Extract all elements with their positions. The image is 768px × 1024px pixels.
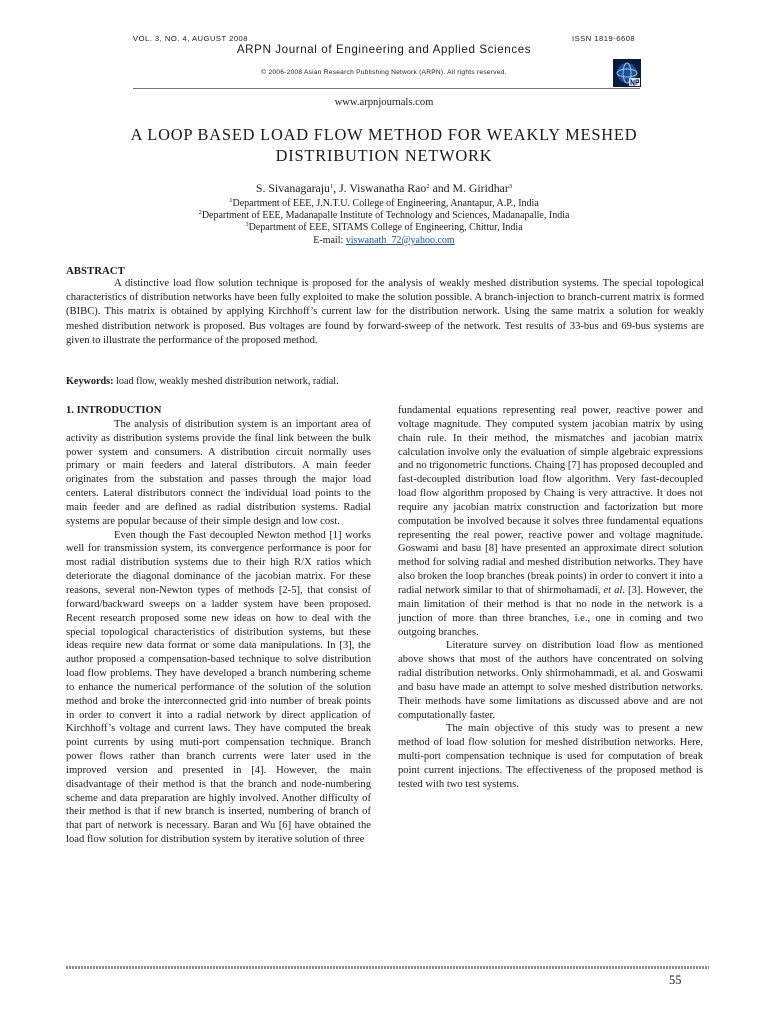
affiliation-sup: 3 (245, 221, 249, 228)
page-number: 55 (669, 973, 682, 987)
title-line: DISTRIBUTION NETWORK (275, 146, 493, 165)
author-sup: 3 (508, 183, 513, 190)
title-line: A LOOP BASED LOAD FLOW METHOD FOR WEAKLY MESHED (130, 125, 638, 144)
author-name: S. Sivanagaraju (255, 181, 330, 195)
email-label: E-mail: (313, 235, 346, 246)
paragraph-text: . [3]. However, the main limitation of their method is that no node in the network is a junction of more than three branches, i.e., one in coming and two outgoing branches. (398, 584, 703, 638)
author-sup: 2 (426, 183, 430, 190)
keywords-line (66, 376, 706, 387)
author-list (0, 181, 768, 196)
section-heading: 1. INTRODUCTION (66, 405, 162, 416)
keywords-label: Keywords: (66, 376, 114, 387)
left-column (66, 404, 371, 847)
copyright-notice: © 2006-2008 Asian Research Publishing Network (ARPN). All rights reserved. (261, 69, 507, 76)
paragraph: Literature survey on distribution load flow as mentioned above shows that most of the authors have concentrated on solving radial distribution networks. Only shirmohammadi, et al. and Goswami and basu have made an attempt to solve meshed distribution networks. Their methods have some limitations as discussed above and are not computationally faster. (398, 640, 703, 721)
volume-info: VOL. 3, NO. 4, AUGUST 2008 (133, 34, 248, 43)
paragraph: Even though the Fast decoupled Newton method [1] works well for transmission system, its convergence performance is poor for most radial distribution systems due to their high R/X ratios which deteriorate the diagonal dominance of the jacobian matrix. For these reasons, several non-Newton types of methods [2-5], that consist of forward/backward sweeps on a ladder system have been proposed. Recent research proposed some new ideas on how to deal with the special topological characteristics of distribution systems, but these ideas require new data format or some data manipulations. In [3], the author proposed a compensation-based technique to solve distribution load flow problems. They have developed a branch numbering scheme to enhance the numerical performance of the solution of the solution method and broke the interconnected grid into number of break points in order to convert it into a radial network by direct application of Kirchhoff’s voltage and current laws. They have computed the break point currents by using muti-port compensation technique. Branch power flows rather than branch currents were later used in the improved version and presented in [4]. However, the main disadvantage of their method is that the branch and node-numbering scheme and data preparation are highly involved. Another difficulty of their method is that if new branch is inserted, numbering of branch of that part of network is necessary. Baran and Wu [6] have obtained the load flow solution for distribution system by iterative solution of three (66, 529, 371, 846)
email-line (0, 235, 768, 247)
affiliation-text: Department of EEE, SITAMS College of Engineering, Chittur, India (248, 222, 523, 233)
author-name: and M. Giridhar (429, 181, 509, 195)
issn: ISSN 1819-6608 (572, 34, 636, 43)
abstract-heading: ABSTRACT (66, 265, 125, 277)
affiliation-sup: 1 (229, 197, 233, 204)
header-divider (133, 88, 640, 89)
paragraph-text: fundamental equations representing real power, reactive power and voltage magnitude. They computed system jacobian matrix by using chain rule. In their method, the mismatches and jacobian matrix calculation involve only the evaluation of simple algebraic expressions and no trigonometric functions. Chaing [7] has proposed decoupled and fast-decoupled distribution load flow algorithm. Very fast-decoupled load flow algorithm proposed by Chaing is very attractive. It does not require any jacobian matrix construction and factorization but more computation be involved because it solves three fundamental equations representing the real power, reactive power and voltage magnitude. Goswami and basu [8] have presented an approximate direct solution method for solving radial and meshed distribution networks. They have also broken the loop branches (break points) in order to convert it into a radial network similar to that of shirmohamadi, (398, 405, 703, 596)
affiliation-text: Department of EEE, J.N.T.U. College of Engineering, Anantapur, A.P., India (232, 198, 539, 209)
paragraph (398, 404, 703, 639)
affiliation (0, 198, 768, 210)
paragraph: The analysis of distribution system is an important area of activity as distribution systems provide the final link between the bulk power system and consumers. A distribution circuit normally uses primary or main feeders and lateral distributors. A main feeder originates from the substation and passes through the major load centers. Lateral distributors connect the individual load points to the main feeder and are defined as radial distribution systems. Radial systems are popular because of their simple design and low cost. (66, 418, 371, 527)
author-name: , J. Viswanatha Rao (333, 181, 427, 195)
footer-divider (66, 966, 709, 969)
author-sup: 1 (329, 183, 334, 190)
paragraph: The main objective of this study was to present a new method of load flow solution for meshed distribution networks. Here, multi-port compensation technique is used for computation of break point current injections. The effectiveness of the proposed method is tested with two test systems. (398, 723, 703, 790)
right-column (398, 404, 703, 792)
affiliation (0, 210, 768, 222)
affiliation (0, 222, 768, 234)
affiliation-sup: 2 (198, 209, 202, 216)
affiliation-text: Department of EEE, Madanapalle Institute of Technology and Sciences, Madanapalle, India (201, 210, 570, 221)
keywords-text: load flow, weakly meshed distribution network, radial. (113, 376, 339, 387)
arpn-logo-icon (613, 59, 641, 87)
abstract-text: A distinctive load flow solution technique is proposed for the analysis of weakly meshed distribution systems. The special topological characteristics of distribution networks have been fully exploited to make the solution possible. A branch-injection to branch-current matrix is formed (BIBC). This matrix is obtained by applying Kirchhoff’s current law for the distribution network. Using the same matrix a solution for weakly meshed distribution network is proposed. Bus voltages are found by forward-sweep of the network. Test results of 33-bus and 69-bus systems are given to illustrate the performance of the proposed method. (66, 278, 704, 346)
journal-name: ARPN Journal of Engineering and Applied Sciences (236, 43, 532, 56)
email-link[interactable]: viswanath_72@yahoo.com (345, 235, 455, 246)
journal-url: www.arpnjournals.com (334, 97, 434, 108)
italic-text: et al (603, 584, 623, 596)
paper-title (60, 124, 708, 166)
